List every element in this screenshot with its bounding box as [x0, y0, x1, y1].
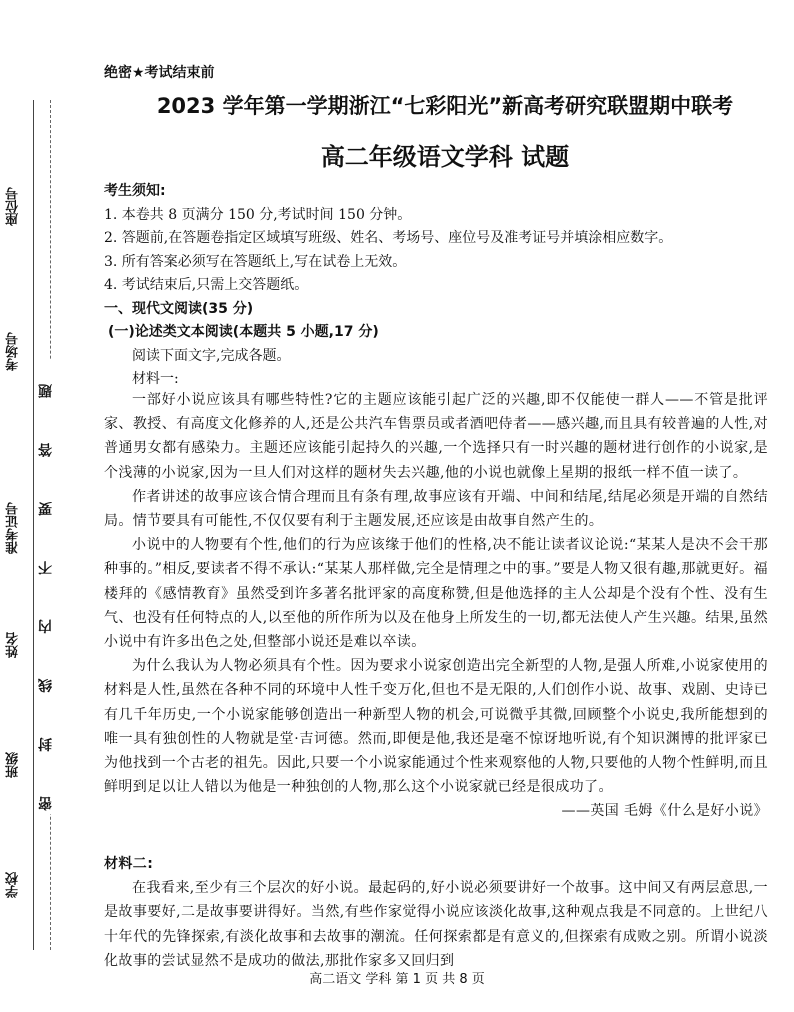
paragraph: 为什么我认为人物必须具有个性。因为要求小说家创造出完全新型的人物,是强人所难,小说家使用的材料是人性,虽然在各种不同的环境中人性千变万化,但也不是无限的,人们创作小说、故事、戏剧、史诗已有几千年历史,一个小说家能够创造出一种新型人物的机会,可说微乎其微,回顾整个小说史,我所能想到的唯一具有独创性的人物就是堂·吉诃德。然而,即便是他,我还是毫不惊讶地听说,有个知识渊博的批评家已为他找到一个古老的祖先。因此,只要一个小说家能通过个性来观察他的人物,只要他的人物个性鲜明,而且鲜明到足以让人错以为他是一种独创的人物,那么这个小说家就已经是很成功了。	[104, 658, 768, 796]
notice-heading: 考生须知:	[104, 183, 166, 199]
exam-title: 2023 学年第一学期浙江“七彩阳光”新高考研究联盟期中联考	[156, 94, 734, 118]
page-footer: 高二语文 学科 第 1 页 共 8 页	[309, 972, 485, 987]
confidential-mark: 绝密★考试结束前	[104, 65, 215, 81]
exam-notice	[104, 180, 774, 392]
material1-source: ——英国 毛姆《什么是好小说》	[561, 803, 768, 820]
notice-item: 2. 答题前,在答题卷指定区域填写班级、姓名、考场号、座位号及准考证号并填涂相应数字。	[104, 230, 673, 246]
material2-label: 材料二:	[104, 856, 154, 872]
binding-margin	[0, 60, 70, 1010]
material2-text	[104, 852, 768, 973]
binding-class-label: 班级	[6, 752, 21, 778]
paragraph: 一部好小说应该具有哪些特性?它的主题应该能引起广泛的兴趣,即不仅能使一群人——不管是批评家、教授、有高度文化修养的人,还是公共汽车售票员或者酒吧侍者——感兴趣,而且具有较普遍的人性,对普通男女都有感染力。主题还应该能引起持久的兴趣,一个选择只有一时兴趣的题材进行创作的小说家,是个浅薄的小说家,因为一旦人们对这样的题材失去兴趣,他的小说也就像上星期的报纸一样不值一读了。	[104, 392, 768, 481]
notice-item: 4. 考试结束后,只需上交答题纸。	[104, 277, 309, 293]
binding-school-label: 学校	[6, 872, 21, 898]
notice-item: 1. 本卷共 8 页满分 150 分,考试时间 150 分钟。	[104, 206, 412, 223]
binding-room-label: 考场号	[6, 332, 21, 371]
paragraph: 小说中的人物要有个性,他们的行为应该缘于他们的性格,决不能让读者议论说:“某某人是决不会干那种事的。”相反,要读者不得不承认:“某某人那样做,完全是情理之中的事。”要是人物又很有趣,那就更好。福楼拜的《感情教育》虽然受到许多著名批评家的高度称赞,但是他选择的主人公却是个没有个性、没有生气、也没有任何特点的人,以至他的所作所为以及在他身上所发生的一切,都无法使人产生兴趣。结果,虽然小说中有许多出色之处,但整部小说还是难以卒读。	[104, 537, 768, 651]
seal-warning: 密 封 线 内 不 要 答 题	[36, 360, 56, 814]
subsection-heading: (一)论述类文本阅读(本题共 5 小题,17 分)	[108, 324, 379, 340]
binding-examid-label: 准考证号	[6, 502, 21, 554]
paragraph: 在我看来,至少有三个层次的好小说。最起码的,好小说必须要讲好一个故事。这中间又有两层意思,一是故事要好,二是故事要讲得好。当然,有些作家觉得小说应该淡化故事,这种观点我是不同意的。上世纪八十年代的先锋探索,有淡化故事和去故事的潮流。任何探索都是有意义的,但探索有成败之别。所谓小说淡化故事的尝试显然不是成功的做法,那批作家多又回归到	[104, 880, 768, 969]
material1-text	[104, 388, 768, 824]
exam-subtitle: 高二年级语文学科 试题	[320, 143, 570, 171]
material1-label: 材料一:	[132, 371, 179, 387]
paragraph: 作者讲述的故事应该合情合理而且有条有理,故事应该有开端、中间和结尾,结尾必须是开端的自然结局。情节要具有可能性,不仅仅要有利于主题发展,还应该是由故事自然产生的。	[104, 488, 768, 530]
notice-item: 3. 所有答案必须写在答题纸上,写在试卷上无效。	[104, 253, 407, 270]
section-heading: 一、现代文阅读(35 分)	[104, 300, 254, 317]
binding-name-label: 姓名	[6, 632, 21, 658]
reading-instruction: 阅读下面文字,完成各题。	[132, 347, 291, 364]
binding-seat-label: 座位号	[6, 187, 21, 226]
binding-line	[33, 100, 34, 950]
